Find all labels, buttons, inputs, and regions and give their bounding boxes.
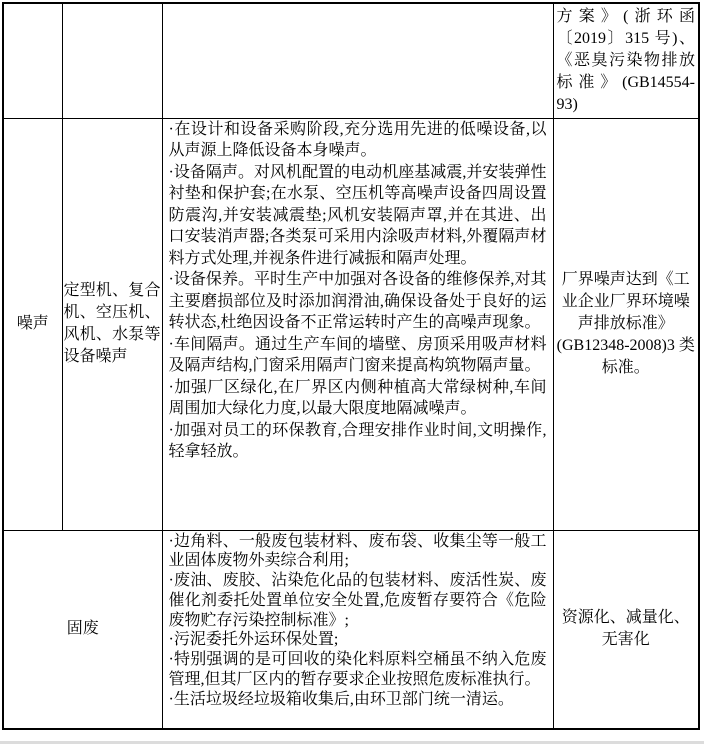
cell-empty-category [3,3,62,118]
cell-source-noise: 定型机、复合机、空压机、风机、水泵等设备噪声 [62,118,162,530]
cell-empty-source [62,3,162,118]
measure-item: ·在设计和设备采购阶段,充分选用先进的低噪设备,以从声源上降低设备本身噪声。 [168,120,547,159]
cell-standard-noise: 厂界噪声达到《工业企业厂界环境噪声排放标准》(GB12348-2008)3 类标准。 [553,118,699,530]
cell-empty-measures [162,3,553,118]
measure-item: ·废油、废胶、沾染危化品的包装材料、废活性炭、废催化剂委托处置单位安全处置,危废暂存要符合《危险废物贮存污染控制标准》; [168,572,547,629]
measure-item: ·污泥委托外运环保处置; [168,631,339,649]
row-noise [3,118,699,530]
cell-standard-continuation: 方案》(浙环函〔2019〕315 号)、《恶臭污染物排放标准》(GB14554-93) [553,3,699,118]
measure-item: ·边角料、一般废包装材料、废布袋、收集尘等一般工业固体废物外卖综合利用; [168,532,547,570]
pollution-control-table [2,2,700,730]
cell-standard-solid-waste: 资源化、减量化、无害化 [553,530,699,729]
cell-measures-solid-waste [162,530,553,729]
measure-item: ·加强厂区绿化,在厂界区内侧种植高大常绿树种,车间周围加大绿化力度,以最大限度地隔减噪声。 [168,378,547,417]
measure-item: ·设备隔声。对风机配置的电动机座基减震,并安装弹性衬垫和保护套;在水泵、空压机等高噪声设备四周设置防震沟,并安装减震垫;风机安装隔声罩,并在其进、出口安装消声器;各类泵可采用内涂吸声材料,外覆隔声材料方式处理,并视条件进行减振和隔声处理。 [168,163,547,267]
measure-item: ·特别强调的是可回收的染化料原料空桶虽不纳入危废管理,但其厂区内的暂存要求企业按照危废标准执行。 [168,651,547,689]
cell-measures-noise [162,118,553,530]
cell-category-solid-waste: 固废 [3,530,162,729]
measure-item: ·车间隔声。通过生产车间的墙壁、房顶采用吸声材料及隔声结构,门窗采用隔声门窗来提高构筑物隔声量。 [168,335,547,374]
row-solid-waste [3,530,699,729]
cell-category-noise: 噪声 [3,118,62,530]
row-continuation [3,3,699,118]
measure-item: ·生活垃圾经垃圾箱收集后,由环卫部门统一清运。 [168,690,514,708]
measure-item: ·设备保养。平时生产中加强对各设备的维修保养,对其主要磨损部位及时添加润滑油,确保设备处于良好的运转状态,杜绝因设备不正常运转时产生的高噪声现象。 [168,271,547,331]
measure-item: ·加强对员工的环保教育,合理安排作业时间,文明操作,轻拿轻放。 [168,421,547,460]
